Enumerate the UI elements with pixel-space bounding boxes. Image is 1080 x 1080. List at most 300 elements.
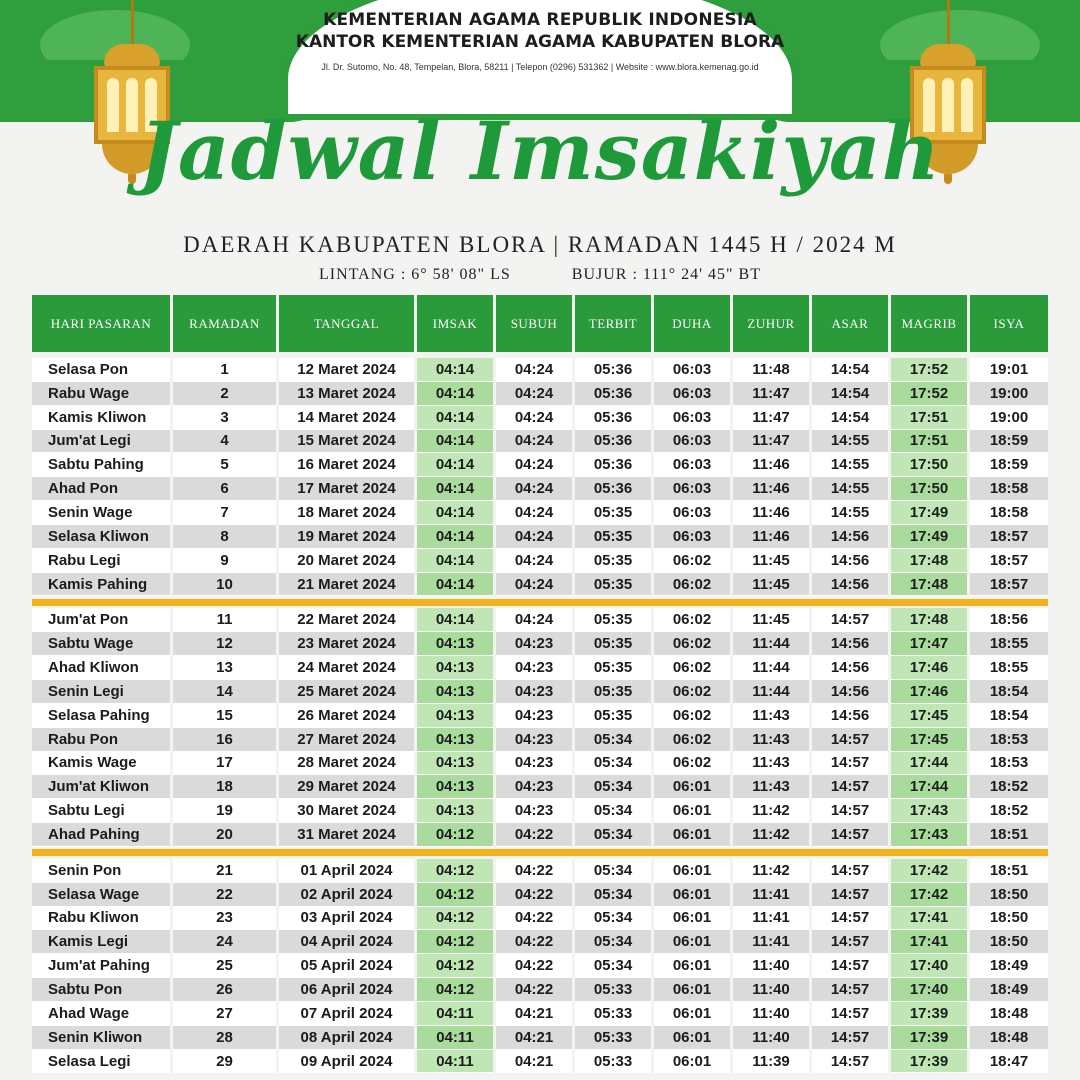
cell-ramadan: 5 bbox=[173, 453, 276, 477]
cell-hari-pasaran: Sabtu Legi bbox=[32, 799, 170, 823]
cell-zuhur: 11:40 bbox=[733, 978, 809, 1002]
cell-subuh: 04:23 bbox=[496, 704, 572, 728]
cell-duha: 06:03 bbox=[654, 501, 730, 525]
cell-zuhur: 11:48 bbox=[733, 358, 809, 382]
cell-magrib: 17:51 bbox=[891, 430, 967, 454]
cell-terbit: 05:34 bbox=[575, 883, 651, 907]
cell-zuhur: 11:46 bbox=[733, 477, 809, 501]
cell-hari-pasaran: Sabtu Wage bbox=[32, 632, 170, 656]
cell-tanggal: 13 Maret 2024 bbox=[279, 382, 414, 406]
table-row bbox=[32, 799, 1048, 823]
cell-hari-pasaran: Senin Legi bbox=[32, 680, 170, 704]
cell-subuh: 04:24 bbox=[496, 358, 572, 382]
cell-asar: 14:57 bbox=[812, 1026, 888, 1050]
cell-tanggal: 25 Maret 2024 bbox=[279, 680, 414, 704]
cell-tanggal: 18 Maret 2024 bbox=[279, 501, 414, 525]
cell-tanggal: 09 April 2024 bbox=[279, 1050, 414, 1074]
cell-asar: 14:56 bbox=[812, 704, 888, 728]
cell-subuh: 04:24 bbox=[496, 525, 572, 549]
cell-isya: 18:55 bbox=[970, 632, 1048, 656]
page-subtitle: DAERAH KABUPATEN BLORA | RAMADAN 1445 H / 2024 M bbox=[183, 232, 897, 257]
cell-hari-pasaran: Kamis Pahing bbox=[32, 573, 170, 597]
cell-imsak: 04:12 bbox=[417, 954, 493, 978]
cell-hari-pasaran: Jum'at Pon bbox=[32, 608, 170, 632]
cell-magrib: 17:41 bbox=[891, 907, 967, 931]
cell-subuh: 04:22 bbox=[496, 954, 572, 978]
table-row bbox=[32, 775, 1048, 799]
cell-hari-pasaran: Jum'at Legi bbox=[32, 430, 170, 454]
cell-hari-pasaran: Selasa Legi bbox=[32, 1050, 170, 1074]
cell-ramadan: 28 bbox=[173, 1026, 276, 1050]
cell-duha: 06:01 bbox=[654, 799, 730, 823]
cell-magrib: 17:45 bbox=[891, 728, 967, 752]
cell-subuh: 04:24 bbox=[496, 573, 572, 597]
cell-isya: 18:58 bbox=[970, 501, 1048, 525]
cell-ramadan: 6 bbox=[173, 477, 276, 501]
cell-zuhur: 11:43 bbox=[733, 704, 809, 728]
cell-duha: 06:01 bbox=[654, 930, 730, 954]
cell-hari-pasaran: Ahad Wage bbox=[32, 1002, 170, 1026]
cell-subuh: 04:24 bbox=[496, 382, 572, 406]
cell-magrib: 17:40 bbox=[891, 978, 967, 1002]
table-row bbox=[32, 859, 1048, 883]
cell-asar: 14:57 bbox=[812, 608, 888, 632]
cell-subuh: 04:21 bbox=[496, 1026, 572, 1050]
cell-subuh: 04:24 bbox=[496, 453, 572, 477]
cell-subuh: 04:21 bbox=[496, 1050, 572, 1074]
cell-asar: 14:54 bbox=[812, 358, 888, 382]
cell-zuhur: 11:44 bbox=[733, 632, 809, 656]
cell-asar: 14:57 bbox=[812, 799, 888, 823]
cell-tanggal: 06 April 2024 bbox=[279, 978, 414, 1002]
cell-ramadan: 25 bbox=[173, 954, 276, 978]
cell-subuh: 04:22 bbox=[496, 907, 572, 931]
cell-imsak: 04:12 bbox=[417, 859, 493, 883]
cell-terbit: 05:34 bbox=[575, 823, 651, 847]
cell-terbit: 05:34 bbox=[575, 930, 651, 954]
cell-imsak: 04:11 bbox=[417, 1002, 493, 1026]
cell-imsak: 04:13 bbox=[417, 752, 493, 776]
cell-ramadan: 12 bbox=[173, 632, 276, 656]
cell-zuhur: 11:46 bbox=[733, 525, 809, 549]
table-row bbox=[32, 883, 1048, 907]
cell-isya: 18:49 bbox=[970, 978, 1048, 1002]
cell-tanggal: 16 Maret 2024 bbox=[279, 453, 414, 477]
cell-imsak: 04:12 bbox=[417, 930, 493, 954]
cell-magrib: 17:49 bbox=[891, 501, 967, 525]
cell-tanggal: 27 Maret 2024 bbox=[279, 728, 414, 752]
table-row bbox=[32, 680, 1048, 704]
cell-imsak: 04:11 bbox=[417, 1050, 493, 1074]
cell-imsak: 04:11 bbox=[417, 1026, 493, 1050]
cell-hari-pasaran: Jum'at Pahing bbox=[32, 954, 170, 978]
cell-terbit: 05:35 bbox=[575, 501, 651, 525]
cell-subuh: 04:22 bbox=[496, 883, 572, 907]
cell-asar: 14:55 bbox=[812, 501, 888, 525]
cell-zuhur: 11:46 bbox=[733, 453, 809, 477]
cell-imsak: 04:13 bbox=[417, 799, 493, 823]
table-row bbox=[32, 382, 1048, 406]
cell-imsak: 04:14 bbox=[417, 608, 493, 632]
cell-tanggal: 23 Maret 2024 bbox=[279, 632, 414, 656]
cell-tanggal: 21 Maret 2024 bbox=[279, 573, 414, 597]
cell-ramadan: 21 bbox=[173, 859, 276, 883]
column-header-asar: ASAR bbox=[812, 295, 888, 352]
cell-asar: 14:55 bbox=[812, 477, 888, 501]
cell-duha: 06:01 bbox=[654, 883, 730, 907]
cell-terbit: 05:35 bbox=[575, 525, 651, 549]
cell-magrib: 17:39 bbox=[891, 1026, 967, 1050]
cell-subuh: 04:23 bbox=[496, 799, 572, 823]
cell-isya: 18:52 bbox=[970, 775, 1048, 799]
cell-zuhur: 11:42 bbox=[733, 859, 809, 883]
cell-terbit: 05:36 bbox=[575, 453, 651, 477]
longitude: BUJUR : 111° 24' 45" BT bbox=[571, 266, 761, 283]
cell-magrib: 17:40 bbox=[891, 954, 967, 978]
cell-isya: 19:00 bbox=[970, 406, 1048, 430]
cell-zuhur: 11:43 bbox=[733, 775, 809, 799]
cell-asar: 14:57 bbox=[812, 978, 888, 1002]
cell-ramadan: 10 bbox=[173, 573, 276, 597]
cell-imsak: 04:14 bbox=[417, 525, 493, 549]
cell-terbit: 05:35 bbox=[575, 549, 651, 573]
cell-terbit: 05:34 bbox=[575, 954, 651, 978]
cell-ramadan: 15 bbox=[173, 704, 276, 728]
table-row bbox=[32, 930, 1048, 954]
cell-subuh: 04:23 bbox=[496, 680, 572, 704]
cell-asar: 14:57 bbox=[812, 883, 888, 907]
table-row bbox=[32, 608, 1048, 632]
table-row bbox=[32, 406, 1048, 430]
cell-terbit: 05:36 bbox=[575, 477, 651, 501]
cell-magrib: 17:46 bbox=[891, 680, 967, 704]
cell-asar: 14:56 bbox=[812, 525, 888, 549]
cell-tanggal: 17 Maret 2024 bbox=[279, 477, 414, 501]
cell-isya: 18:58 bbox=[970, 477, 1048, 501]
cell-duha: 06:03 bbox=[654, 430, 730, 454]
cell-imsak: 04:14 bbox=[417, 406, 493, 430]
cell-terbit: 05:35 bbox=[575, 573, 651, 597]
cell-asar: 14:56 bbox=[812, 573, 888, 597]
cell-imsak: 04:12 bbox=[417, 823, 493, 847]
cell-terbit: 05:35 bbox=[575, 680, 651, 704]
group-separator bbox=[32, 847, 1048, 859]
column-header-zuhur: ZUHUR bbox=[733, 295, 809, 352]
cell-magrib: 17:50 bbox=[891, 453, 967, 477]
latitude: LINTANG : 6° 58' 08" LS bbox=[319, 266, 511, 283]
cell-magrib: 17:46 bbox=[891, 656, 967, 680]
organization-header bbox=[282, 10, 798, 72]
table-body bbox=[32, 352, 1048, 1073]
cell-asar: 14:57 bbox=[812, 728, 888, 752]
cell-terbit: 05:36 bbox=[575, 382, 651, 406]
cell-hari-pasaran: Selasa Wage bbox=[32, 883, 170, 907]
cell-terbit: 05:34 bbox=[575, 752, 651, 776]
cell-subuh: 04:22 bbox=[496, 859, 572, 883]
cell-isya: 18:57 bbox=[970, 525, 1048, 549]
cell-subuh: 04:24 bbox=[496, 406, 572, 430]
cell-hari-pasaran: Senin Wage bbox=[32, 501, 170, 525]
cell-terbit: 05:35 bbox=[575, 704, 651, 728]
table-row bbox=[32, 704, 1048, 728]
cell-hari-pasaran: Selasa Kliwon bbox=[32, 525, 170, 549]
cell-ramadan: 27 bbox=[173, 1002, 276, 1026]
cell-isya: 19:01 bbox=[970, 358, 1048, 382]
cell-zuhur: 11:44 bbox=[733, 656, 809, 680]
cell-ramadan: 16 bbox=[173, 728, 276, 752]
table-row bbox=[32, 978, 1048, 1002]
table-row bbox=[32, 573, 1048, 597]
cell-magrib: 17:48 bbox=[891, 573, 967, 597]
cell-subuh: 04:22 bbox=[496, 930, 572, 954]
cell-imsak: 04:13 bbox=[417, 704, 493, 728]
cell-ramadan: 29 bbox=[173, 1050, 276, 1074]
office-name: KANTOR KEMENTERIAN AGAMA KABUPATEN BLORA bbox=[295, 32, 785, 52]
cell-duha: 06:01 bbox=[654, 775, 730, 799]
cell-hari-pasaran: Jum'at Kliwon bbox=[32, 775, 170, 799]
cell-isya: 18:48 bbox=[970, 1026, 1048, 1050]
cell-zuhur: 11:47 bbox=[733, 406, 809, 430]
cell-hari-pasaran: Sabtu Pon bbox=[32, 978, 170, 1002]
column-header-isya: ISYA bbox=[970, 295, 1048, 352]
cell-imsak: 04:14 bbox=[417, 382, 493, 406]
cell-zuhur: 11:39 bbox=[733, 1050, 809, 1074]
cell-duha: 06:01 bbox=[654, 823, 730, 847]
cell-ramadan: 3 bbox=[173, 406, 276, 430]
cell-zuhur: 11:43 bbox=[733, 728, 809, 752]
cell-zuhur: 11:40 bbox=[733, 954, 809, 978]
table-row bbox=[32, 1026, 1048, 1050]
cell-imsak: 04:14 bbox=[417, 453, 493, 477]
office-address: Jl. Dr. Sutomo, No. 48, Tempelan, Blora, 58211 | Telepon (0296) 531362 | Website : www.blora.kemenag.go.id bbox=[321, 62, 759, 72]
cell-magrib: 17:44 bbox=[891, 775, 967, 799]
cell-isya: 18:51 bbox=[970, 859, 1048, 883]
cell-subuh: 04:21 bbox=[496, 1002, 572, 1026]
cell-terbit: 05:33 bbox=[575, 1050, 651, 1074]
cell-terbit: 05:34 bbox=[575, 728, 651, 752]
cell-terbit: 05:34 bbox=[575, 775, 651, 799]
cell-duha: 06:01 bbox=[654, 954, 730, 978]
column-header-tanggal: TANGGAL bbox=[279, 295, 414, 352]
column-header-ramadan: RAMADAN bbox=[173, 295, 276, 352]
cell-isya: 18:50 bbox=[970, 883, 1048, 907]
cell-imsak: 04:14 bbox=[417, 477, 493, 501]
cell-magrib: 17:52 bbox=[891, 358, 967, 382]
cell-imsak: 04:13 bbox=[417, 632, 493, 656]
cell-zuhur: 11:42 bbox=[733, 799, 809, 823]
column-header-subuh: SUBUH bbox=[496, 295, 572, 352]
cell-zuhur: 11:41 bbox=[733, 907, 809, 931]
cell-imsak: 04:14 bbox=[417, 573, 493, 597]
cell-subuh: 04:24 bbox=[496, 501, 572, 525]
cell-duha: 06:01 bbox=[654, 907, 730, 931]
cell-tanggal: 15 Maret 2024 bbox=[279, 430, 414, 454]
cell-isya: 18:49 bbox=[970, 954, 1048, 978]
cell-tanggal: 01 April 2024 bbox=[279, 859, 414, 883]
cell-asar: 14:56 bbox=[812, 656, 888, 680]
cell-isya: 19:00 bbox=[970, 382, 1048, 406]
cell-ramadan: 24 bbox=[173, 930, 276, 954]
cell-hari-pasaran: Sabtu Pahing bbox=[32, 453, 170, 477]
cell-magrib: 17:50 bbox=[891, 477, 967, 501]
cell-isya: 18:59 bbox=[970, 430, 1048, 454]
table-row bbox=[32, 525, 1048, 549]
cell-tanggal: 19 Maret 2024 bbox=[279, 525, 414, 549]
cell-asar: 14:57 bbox=[812, 752, 888, 776]
table-row bbox=[32, 549, 1048, 573]
cell-ramadan: 26 bbox=[173, 978, 276, 1002]
cell-tanggal: 07 April 2024 bbox=[279, 1002, 414, 1026]
cell-ramadan: 11 bbox=[173, 608, 276, 632]
table-row bbox=[32, 1002, 1048, 1026]
cell-zuhur: 11:47 bbox=[733, 430, 809, 454]
cell-isya: 18:53 bbox=[970, 728, 1048, 752]
cell-imsak: 04:12 bbox=[417, 978, 493, 1002]
cell-hari-pasaran: Kamis Kliwon bbox=[32, 406, 170, 430]
cell-zuhur: 11:44 bbox=[733, 680, 809, 704]
cell-isya: 18:50 bbox=[970, 907, 1048, 931]
cell-terbit: 05:35 bbox=[575, 608, 651, 632]
cell-asar: 14:56 bbox=[812, 680, 888, 704]
cell-hari-pasaran: Rabu Kliwon bbox=[32, 907, 170, 931]
cell-imsak: 04:12 bbox=[417, 907, 493, 931]
cell-asar: 14:57 bbox=[812, 823, 888, 847]
cell-duha: 06:03 bbox=[654, 453, 730, 477]
cell-isya: 18:57 bbox=[970, 549, 1048, 573]
cell-imsak: 04:13 bbox=[417, 656, 493, 680]
cell-duha: 06:02 bbox=[654, 680, 730, 704]
cell-duha: 06:02 bbox=[654, 573, 730, 597]
cell-magrib: 17:42 bbox=[891, 859, 967, 883]
cell-magrib: 17:48 bbox=[891, 608, 967, 632]
cell-duha: 06:03 bbox=[654, 525, 730, 549]
cell-terbit: 05:35 bbox=[575, 656, 651, 680]
cell-terbit: 05:34 bbox=[575, 859, 651, 883]
cell-zuhur: 11:40 bbox=[733, 1026, 809, 1050]
ministry-name: KEMENTERIAN AGAMA REPUBLIK INDONESIA bbox=[323, 10, 757, 30]
cell-ramadan: 4 bbox=[173, 430, 276, 454]
cell-magrib: 17:42 bbox=[891, 883, 967, 907]
cell-hari-pasaran: Ahad Pahing bbox=[32, 823, 170, 847]
cell-asar: 14:57 bbox=[812, 907, 888, 931]
table-row bbox=[32, 954, 1048, 978]
cell-tanggal: 02 April 2024 bbox=[279, 883, 414, 907]
table-row bbox=[32, 632, 1048, 656]
cell-isya: 18:53 bbox=[970, 752, 1048, 776]
cell-tanggal: 05 April 2024 bbox=[279, 954, 414, 978]
cell-ramadan: 14 bbox=[173, 680, 276, 704]
cell-zuhur: 11:41 bbox=[733, 930, 809, 954]
cell-subuh: 04:23 bbox=[496, 775, 572, 799]
column-header-duha: DUHA bbox=[654, 295, 730, 352]
cell-subuh: 04:24 bbox=[496, 430, 572, 454]
cell-imsak: 04:14 bbox=[417, 549, 493, 573]
cell-asar: 14:56 bbox=[812, 632, 888, 656]
cell-ramadan: 7 bbox=[173, 501, 276, 525]
cell-subuh: 04:24 bbox=[496, 608, 572, 632]
cell-asar: 14:57 bbox=[812, 859, 888, 883]
cell-zuhur: 11:45 bbox=[733, 608, 809, 632]
cell-duha: 06:01 bbox=[654, 1026, 730, 1050]
cell-duha: 06:02 bbox=[654, 608, 730, 632]
table-row bbox=[32, 358, 1048, 382]
cell-tanggal: 04 April 2024 bbox=[279, 930, 414, 954]
cell-duha: 06:03 bbox=[654, 406, 730, 430]
cell-zuhur: 11:42 bbox=[733, 823, 809, 847]
cell-asar: 14:57 bbox=[812, 1050, 888, 1074]
cell-ramadan: 8 bbox=[173, 525, 276, 549]
cell-tanggal: 08 April 2024 bbox=[279, 1026, 414, 1050]
column-header-magrib: MAGRIB bbox=[891, 295, 967, 352]
cell-duha: 06:02 bbox=[654, 752, 730, 776]
cell-asar: 14:56 bbox=[812, 549, 888, 573]
cell-magrib: 17:45 bbox=[891, 704, 967, 728]
cell-terbit: 05:34 bbox=[575, 907, 651, 931]
cell-isya: 18:50 bbox=[970, 930, 1048, 954]
table-row bbox=[32, 823, 1048, 847]
cell-imsak: 04:13 bbox=[417, 728, 493, 752]
cell-tanggal: 22 Maret 2024 bbox=[279, 608, 414, 632]
cell-tanggal: 26 Maret 2024 bbox=[279, 704, 414, 728]
cell-duha: 06:03 bbox=[654, 382, 730, 406]
cell-hari-pasaran: Kamis Wage bbox=[32, 752, 170, 776]
cell-terbit: 05:36 bbox=[575, 406, 651, 430]
cell-asar: 14:55 bbox=[812, 453, 888, 477]
cell-tanggal: 28 Maret 2024 bbox=[279, 752, 414, 776]
cell-ramadan: 18 bbox=[173, 775, 276, 799]
schedule-table bbox=[32, 295, 1048, 1073]
cell-ramadan: 13 bbox=[173, 656, 276, 680]
cell-ramadan: 20 bbox=[173, 823, 276, 847]
table-row bbox=[32, 728, 1048, 752]
cell-zuhur: 11:47 bbox=[733, 382, 809, 406]
cell-isya: 18:55 bbox=[970, 656, 1048, 680]
cell-magrib: 17:43 bbox=[891, 799, 967, 823]
cell-subuh: 04:23 bbox=[496, 632, 572, 656]
page-title: Jadwal Imsakiyah bbox=[139, 104, 941, 198]
cell-isya: 18:57 bbox=[970, 573, 1048, 597]
cell-tanggal: 12 Maret 2024 bbox=[279, 358, 414, 382]
cell-duha: 06:03 bbox=[654, 477, 730, 501]
coordinates bbox=[0, 266, 1080, 284]
cell-magrib: 17:43 bbox=[891, 823, 967, 847]
column-header-terbit: TERBIT bbox=[575, 295, 651, 352]
table-row bbox=[32, 752, 1048, 776]
cell-terbit: 05:36 bbox=[575, 430, 651, 454]
cell-subuh: 04:24 bbox=[496, 477, 572, 501]
table-row bbox=[32, 656, 1048, 680]
cell-duha: 06:01 bbox=[654, 1050, 730, 1074]
cell-asar: 14:54 bbox=[812, 406, 888, 430]
cell-subuh: 04:23 bbox=[496, 728, 572, 752]
cell-terbit: 05:34 bbox=[575, 799, 651, 823]
cell-zuhur: 11:46 bbox=[733, 501, 809, 525]
cell-imsak: 04:14 bbox=[417, 358, 493, 382]
cell-ramadan: 17 bbox=[173, 752, 276, 776]
cell-isya: 18:52 bbox=[970, 799, 1048, 823]
cell-imsak: 04:14 bbox=[417, 501, 493, 525]
cell-imsak: 04:14 bbox=[417, 430, 493, 454]
cell-tanggal: 24 Maret 2024 bbox=[279, 656, 414, 680]
cell-magrib: 17:44 bbox=[891, 752, 967, 776]
cell-ramadan: 1 bbox=[173, 358, 276, 382]
cell-duha: 06:02 bbox=[654, 728, 730, 752]
cell-asar: 14:57 bbox=[812, 775, 888, 799]
cell-hari-pasaran: Rabu Legi bbox=[32, 549, 170, 573]
cell-ramadan: 2 bbox=[173, 382, 276, 406]
cell-magrib: 17:52 bbox=[891, 382, 967, 406]
cell-asar: 14:57 bbox=[812, 1002, 888, 1026]
